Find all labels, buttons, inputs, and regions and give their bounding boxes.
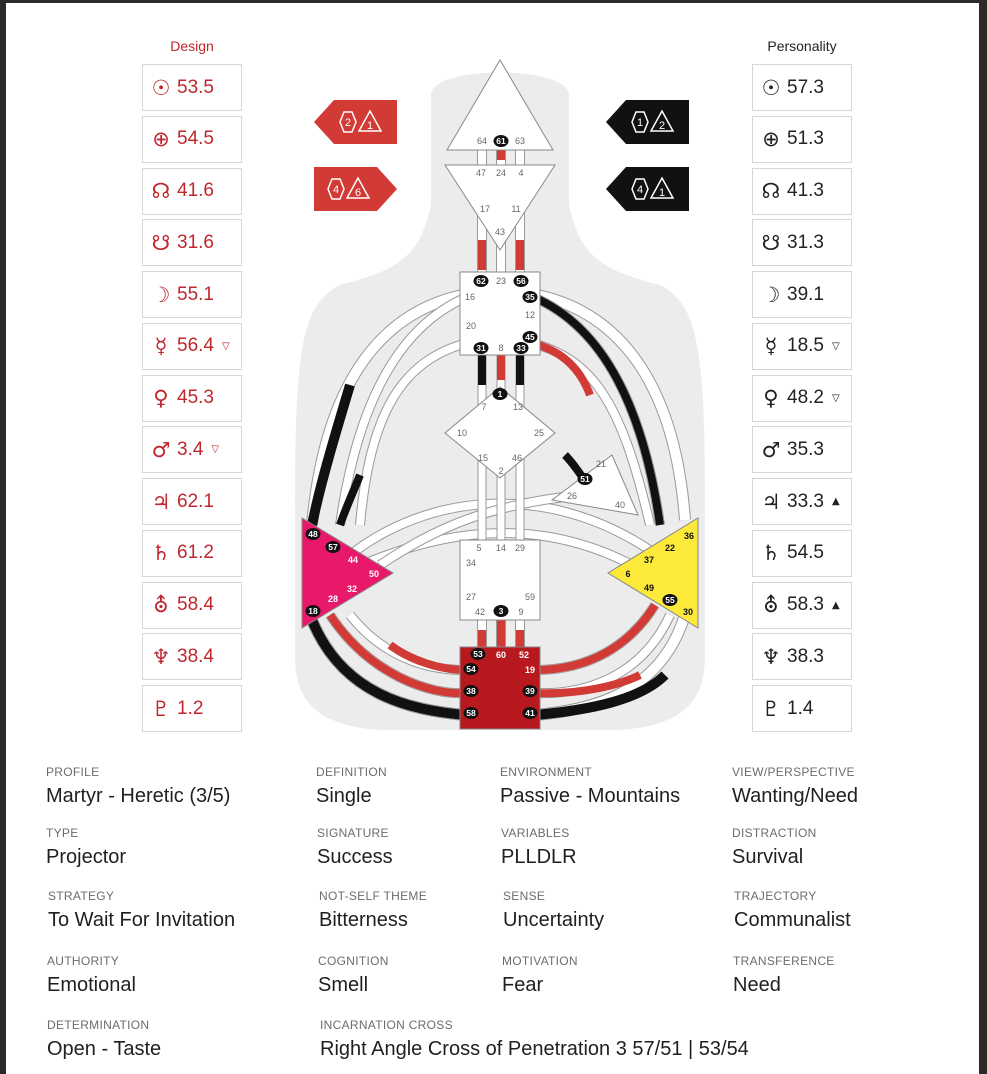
mars-icon: ♂ [151, 437, 171, 462]
gate-number: 53 [473, 649, 483, 659]
design-planet-cell [142, 685, 242, 732]
determination-field [47, 1018, 161, 1060]
determination-label: DETERMINATION [47, 1018, 150, 1032]
gate-number: 34 [465, 558, 477, 568]
jupiter-icon: ♃ [151, 489, 171, 514]
gate-number: 42 [474, 607, 486, 617]
transference-label: TRANSFERENCE [733, 954, 835, 968]
arrow-hex-number: 4 [332, 184, 340, 196]
gate-number: 14 [495, 543, 507, 553]
gate-number: 59 [524, 592, 536, 602]
variables-field [501, 826, 577, 868]
design-planet-value: 53.5 [177, 76, 214, 98]
design-planet-cell [142, 582, 242, 629]
saturn-icon: ♄ [151, 541, 171, 566]
design-planet-cell [142, 426, 242, 473]
design-planet-cell [142, 323, 242, 370]
personality-planet-value: 1.4 [787, 697, 814, 719]
sense-field [503, 889, 604, 931]
view-field [732, 765, 858, 807]
jupiter-icon: ♃ [761, 489, 781, 514]
trajectory-label: TRAJECTORY [734, 889, 817, 903]
personality-planet-cell [752, 633, 852, 680]
neptune-icon: ♆ [761, 644, 781, 669]
variables-value: PLLDLR [501, 846, 577, 868]
gate-number: 16 [464, 292, 476, 302]
bodygraph-chart [290, 55, 710, 735]
gate-number: 7 [481, 402, 487, 412]
environment-label: ENVIRONMENT [500, 765, 592, 779]
personality-planet-cell [752, 116, 852, 163]
gate-number: 27 [465, 592, 477, 602]
gate-number: 52 [518, 650, 530, 660]
design-planet-value: 3.4 [177, 438, 204, 460]
design-planet-value: 1.2 [177, 697, 204, 719]
type-field [46, 826, 126, 868]
gate-number: 20 [465, 321, 477, 331]
gate-number: 26 [566, 491, 578, 501]
gate-number: 32 [346, 584, 358, 594]
personality-planet-value: 18.5 [787, 335, 824, 357]
gate-number: 46 [511, 453, 523, 463]
design-column-title: Design [170, 38, 214, 54]
not-self-value: Bitterness [319, 909, 408, 931]
personality-planet-flag-icon: ▽ [831, 340, 840, 352]
moon-icon: ☽ [151, 282, 171, 307]
personality-planet-cell [752, 685, 852, 732]
gate-number: 62 [476, 276, 486, 286]
sense-label: SENSE [503, 889, 546, 903]
gate-number: 37 [643, 555, 655, 565]
gate-number: 24 [495, 168, 507, 178]
south-node-icon: ☋ [151, 230, 171, 255]
gate-number: 2 [498, 466, 504, 476]
venus-icon: ♀ [153, 386, 169, 410]
gate-number: 41 [525, 708, 535, 718]
channel-activation-design [497, 150, 505, 160]
mercury-icon: ☿ [154, 334, 168, 359]
signature-field [317, 826, 393, 868]
gate-number: 31 [476, 343, 486, 353]
gate-number: 11 [511, 204, 521, 214]
personality-planet-value: 51.3 [787, 128, 824, 150]
gate-number: 47 [475, 168, 487, 178]
cognition-field [318, 954, 389, 996]
venus-icon: ♀ [763, 386, 779, 410]
south-node-icon: ☋ [761, 230, 781, 255]
gate-number: 57 [328, 542, 338, 552]
personality-planet-value: 33.3 [787, 490, 824, 512]
gate-number: 30 [682, 607, 694, 617]
signature-value: Success [317, 846, 393, 868]
authority-value: Emotional [47, 974, 136, 996]
trajectory-value: Communalist [734, 909, 851, 931]
definition-value: Single [316, 785, 372, 807]
type-label: TYPE [46, 826, 79, 840]
north-node-icon: ☊ [151, 179, 171, 203]
sun-icon: ☉ [151, 75, 171, 100]
design-planet-cell [142, 633, 242, 680]
personality-planet-value: 38.3 [787, 645, 824, 667]
environment-value: Passive - Mountains [500, 785, 681, 807]
sense-value: Uncertainty [503, 909, 605, 931]
personality-planet-cell [752, 478, 852, 525]
gate-number: 54 [466, 664, 476, 674]
uranus-icon: ⛢ [153, 593, 169, 617]
gate-number: 63 [514, 136, 526, 146]
design-planet-value: 41.6 [177, 180, 214, 201]
personality-planet-cell [752, 323, 852, 370]
profile-value: Martyr - Heretic (3/5) [46, 785, 231, 807]
personality-planet-flag-icon: ▽ [831, 392, 840, 404]
gate-number: 5 [476, 543, 482, 553]
incarnation-cross-value: Right Angle Cross of Penetration 3 57/51 | 53/54 [320, 1038, 749, 1060]
design-planet-value: 61.2 [177, 542, 214, 564]
design-planet-value: 56.4 [177, 335, 214, 357]
personality-planet-cell [752, 582, 852, 629]
motivation-label: MOTIVATION [502, 954, 578, 968]
personality-planet-flag-icon: ▲ [831, 496, 840, 507]
motivation-field [502, 954, 578, 996]
transference-value: Need [733, 974, 781, 996]
design-planet-cell [142, 375, 242, 422]
authority-field [47, 954, 136, 996]
gate-number: 23 [495, 276, 507, 286]
not-self-label: NOT-SELF THEME [319, 889, 427, 903]
distraction-value: Survival [732, 846, 804, 868]
personality-planet-value: 58.3 [787, 594, 824, 615]
gate-number: 44 [347, 555, 359, 565]
personality-planet-cell [752, 271, 852, 318]
uranus-icon: ⛢ [763, 593, 779, 617]
gate-number: 8 [498, 343, 504, 353]
gate-number: 60 [495, 650, 507, 660]
authority-label: AUTHORITY [47, 954, 120, 968]
channel-activation-personality [478, 355, 486, 385]
saturn-icon: ♄ [761, 541, 781, 566]
design-planet-value: 54.5 [177, 128, 214, 150]
arrow-tri-number: 6 [354, 187, 362, 199]
gate-number: 35 [525, 292, 535, 302]
gate-number: 55 [665, 595, 675, 605]
gate-number: 33 [516, 343, 526, 353]
profile-field [46, 765, 230, 807]
moon-icon: ☽ [761, 282, 781, 307]
design-planet-value: 45.3 [177, 387, 214, 408]
sun-icon: ☉ [761, 75, 781, 100]
mercury-icon: ☿ [764, 334, 778, 359]
type-value: Projector [46, 846, 127, 868]
design-planet-cell [142, 116, 242, 163]
gate-number: 45 [525, 332, 535, 342]
arrow-hex-number: 4 [636, 184, 644, 196]
gate-number: 40 [614, 500, 626, 510]
variables-label: VARIABLES [501, 826, 570, 840]
distraction-label: DISTRACTION [732, 826, 817, 840]
gate-number: 38 [466, 686, 476, 696]
not-self-field [319, 889, 427, 931]
design-planet-value: 38.4 [177, 645, 214, 667]
design-planet-value: 31.6 [177, 231, 214, 253]
design-planet-flag-icon: ▽ [221, 340, 230, 352]
design-planet-value: 55.1 [177, 283, 214, 305]
gate-number: 6 [625, 569, 631, 579]
arrow-tri-number: 2 [658, 120, 666, 132]
view-label: VIEW/PERSPECTIVE [732, 765, 855, 779]
personality-planet-value: 48.2 [787, 387, 824, 408]
gate-number: 19 [524, 665, 536, 675]
strategy-value: To Wait For Invitation [48, 909, 236, 931]
design-planet-value: 62.1 [177, 490, 214, 512]
gate-number: 18 [308, 606, 318, 616]
view-value: Wanting/Need [732, 785, 858, 807]
gate-number: 39 [525, 686, 535, 696]
strategy-label: STRATEGY [48, 889, 115, 903]
gate-number: 61 [496, 136, 506, 146]
gate-number: 13 [512, 402, 524, 412]
gate-number: 3 [498, 606, 504, 616]
arrow-hex-number: 2 [344, 117, 352, 129]
gate-number: 10 [456, 428, 468, 438]
cognition-value: Smell [318, 974, 369, 996]
personality-planet-value: 31.3 [787, 231, 824, 253]
design-planet-cell [142, 530, 242, 577]
gate-number: 58 [466, 708, 476, 718]
design-planet-cell [142, 478, 242, 525]
distraction-field [732, 826, 817, 868]
personality-planet-cell [752, 426, 852, 473]
gate-number: 29 [514, 543, 526, 553]
personality-planet-cell [752, 375, 852, 422]
mars-icon: ♂ [761, 437, 781, 462]
personality-planet-value: 39.1 [787, 283, 824, 305]
gate-number: 21 [595, 459, 607, 469]
personality-planet-cell [752, 64, 852, 111]
incarnation-cross-field [320, 1018, 749, 1060]
transference-field [733, 954, 835, 996]
gate-number: 12 [524, 310, 536, 320]
gate-number: 50 [368, 569, 380, 579]
trajectory-field [734, 889, 851, 931]
arrow-tri-number: 1 [658, 187, 666, 199]
signature-label: SIGNATURE [317, 826, 389, 840]
personality-column-title: Personality [767, 38, 837, 54]
gate-number: 43 [494, 227, 506, 237]
motivation-value: Fear [502, 974, 544, 996]
north-node-icon: ☊ [761, 179, 781, 203]
channel-activation-design [497, 355, 505, 380]
definition-field [316, 765, 387, 807]
gate-number: 49 [643, 583, 655, 593]
gate-number: 48 [308, 529, 318, 539]
definition-label: DEFINITION [316, 765, 387, 779]
personality-planet-value: 54.5 [787, 542, 824, 564]
arrow-tri-number: 1 [366, 120, 374, 132]
channel-activation-design [478, 240, 486, 270]
profile-label: PROFILE [46, 765, 100, 779]
earth-icon: ⊕ [762, 127, 780, 152]
earth-icon: ⊕ [152, 127, 170, 152]
pluto-icon: ♇ [761, 696, 781, 721]
determination-value: Open - Taste [47, 1038, 162, 1060]
channel-activation-personality [516, 355, 524, 385]
personality-planet-cell [752, 168, 852, 215]
design-planet-cell [142, 64, 242, 111]
gate-number: 15 [477, 453, 489, 463]
personality-planet-flag-icon: ▲ [831, 599, 840, 611]
gate-number: 56 [516, 276, 526, 286]
gate-number: 28 [327, 594, 339, 604]
gate-number: 36 [683, 531, 695, 541]
incarnation-cross-label: INCARNATION CROSS [320, 1018, 453, 1032]
gate-number: 17 [479, 204, 491, 214]
cognition-label: COGNITION [318, 954, 389, 968]
design-planet-value: 58.4 [177, 594, 214, 615]
personality-planet-cell [752, 530, 852, 577]
design-planet-cell [142, 168, 242, 215]
personality-planet-cell [752, 219, 852, 266]
arrow-hex-number: 1 [636, 117, 644, 129]
environment-field [500, 765, 680, 807]
personality-planet-value: 41.3 [787, 180, 824, 201]
gate-number: 1 [497, 389, 503, 399]
gate-number: 51 [580, 474, 590, 484]
gate-number: 64 [476, 136, 488, 146]
strategy-field [48, 889, 235, 931]
gate-number: 22 [664, 543, 676, 553]
design-planet-cell [142, 271, 242, 318]
channel-activation-design [516, 240, 524, 270]
personality-planet-value: 35.3 [787, 438, 824, 460]
gate-number: 9 [518, 607, 524, 617]
personality-planet-value: 57.3 [787, 76, 824, 98]
design-planet-flag-icon: ▽ [211, 444, 220, 456]
neptune-icon: ♆ [151, 644, 171, 669]
gate-number: 4 [518, 168, 524, 178]
gate-number: 25 [533, 428, 545, 438]
design-planet-cell [142, 219, 242, 266]
pluto-icon: ♇ [151, 696, 171, 721]
